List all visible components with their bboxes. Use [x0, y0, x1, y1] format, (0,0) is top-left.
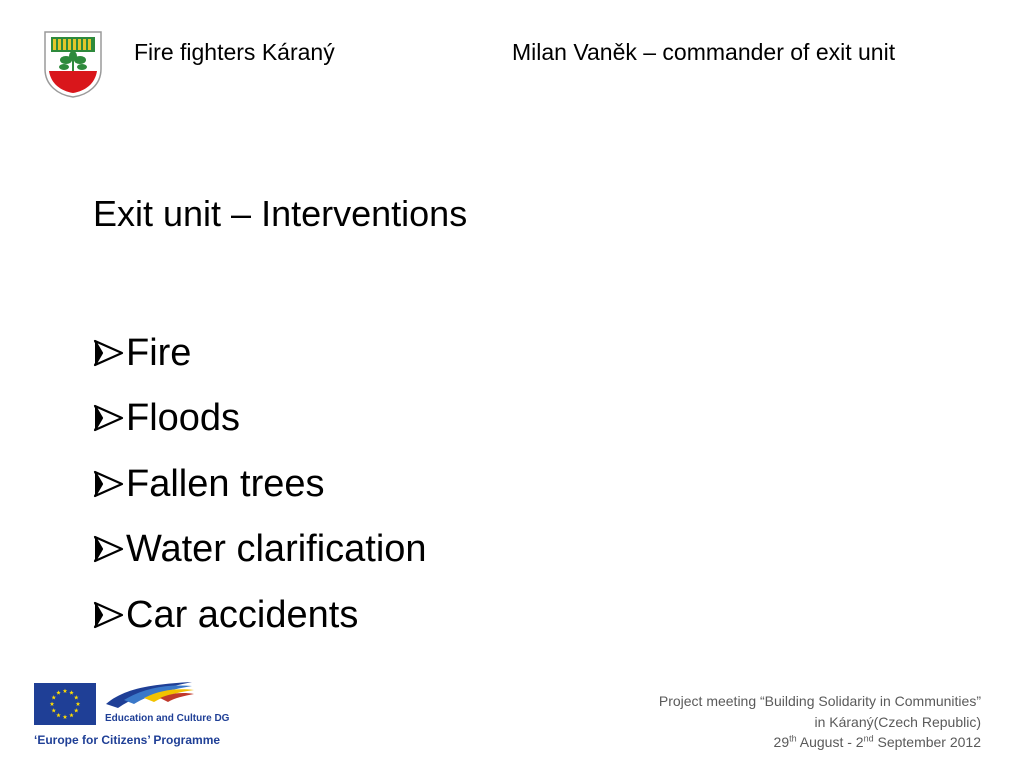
arrow-bullet-icon [92, 403, 126, 433]
meeting-line-1: Project meeting “Building Solidarity in Communities” [658, 693, 981, 709]
bullet-text: Car accidents [126, 593, 359, 636]
presenter-name: Milan Vaněk – commander of exit unit [512, 39, 896, 65]
bullet-item [92, 386, 427, 452]
eu-flag-icon [34, 683, 96, 725]
date-end-suffix: nd [863, 733, 874, 744]
bullet-item [92, 582, 427, 648]
bullet-item [92, 517, 427, 583]
bullet-list [92, 320, 427, 648]
arrow-bullet-icon [92, 600, 126, 630]
arrow-bullet-icon [92, 469, 126, 499]
bullet-text: Fire [126, 331, 192, 374]
education-culture-logo-icon [104, 678, 196, 712]
dg-label: Education and Culture DG [105, 713, 230, 724]
meeting-line-2: in Káraný(Czech Republic) [814, 713, 981, 730]
date-start-day: 29 [773, 734, 790, 750]
organization-name: Fire fighters Káraný [134, 39, 335, 65]
programme-label: ‘Europe for Citizens’ Programme [34, 733, 221, 747]
arrow-bullet-icon [92, 534, 126, 564]
bullet-text: Water clarification [126, 528, 427, 571]
meeting-info [659, 691, 981, 753]
bullet-item [92, 320, 427, 386]
bullet-text: Fallen trees [126, 462, 325, 505]
coat-of-arms-icon [42, 29, 104, 99]
date-end-rest: September 2012 [873, 734, 981, 750]
slide-title: Exit unit – Interventions [93, 193, 468, 234]
bullet-text: Floods [126, 397, 241, 440]
bullet-item [92, 451, 427, 517]
arrow-bullet-icon [92, 338, 126, 368]
date-start-suffix: th [789, 733, 797, 744]
date-start-rest: August - 2 [796, 734, 864, 750]
meeting-dates [659, 732, 981, 753]
